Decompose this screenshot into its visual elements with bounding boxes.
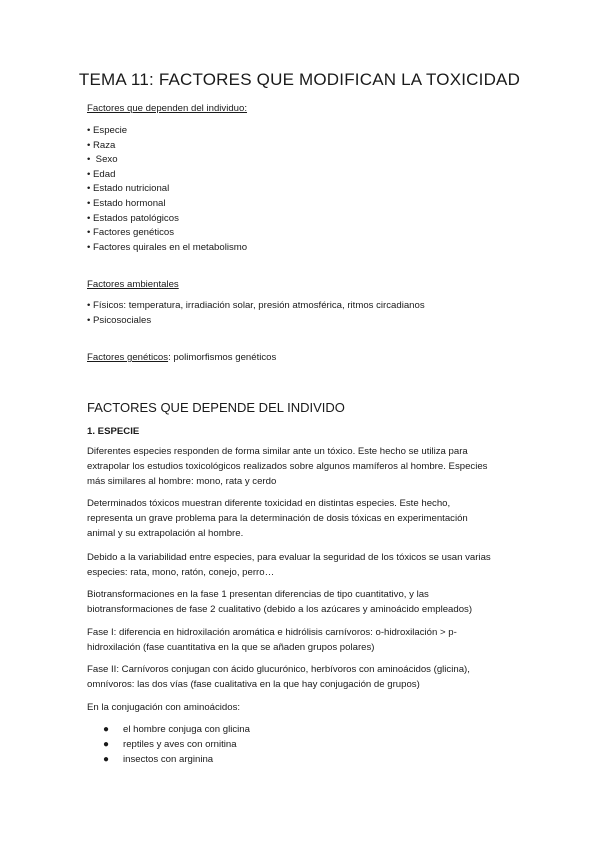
list-item: • Raza <box>87 139 247 154</box>
list-item: • Estado hormonal <box>87 197 247 212</box>
bullet-icon: • <box>87 314 91 326</box>
bullet-icon: • <box>87 300 91 311</box>
bullet-icon: • <box>87 197 91 209</box>
paragraph: Fase I: diferencia en hidroxilación aromática e hidrólisis carnívoros: o-hidroxilación > p- hidroxilación (fase cuantitativa en la que se añaden grupos polares) <box>87 627 457 653</box>
list-item: • Físicos: temperatura, irradiación solar, presión atmosférica, ritmos circadianos <box>87 299 425 314</box>
paragraph: Fase II: Carnívoros conjugan con ácido glucurónico, herbívoros con aminoácidos (glicina), omnívoros: las dos vías (fase cualitativa en la que hay conjugación de grupos) <box>87 664 470 690</box>
bullet-icon: • <box>87 139 91 151</box>
paragraph: Biotransformaciones en la fase 1 presentan diferencias de tipo cuantitativo, y las biotransformaciones de fase 2 cualitativo (debido a los azúcares y aminoácido empleados) <box>87 589 473 615</box>
bullet-icon: • <box>87 154 91 166</box>
bullet-icon: • <box>87 241 91 253</box>
section-title: FACTORES QUE DEPENDE DEL INDIVIDO <box>87 400 345 415</box>
paragraph: Determinados tóxicos muestran diferente toxicidad en distintas especies. Este hecho, representa un grave problema para la determinación de dosis tóxicas en experimentación animal y su extrapolación al hombre. <box>87 498 468 539</box>
list-item: • Sexo <box>87 153 247 168</box>
bullet-icon: • <box>87 125 91 136</box>
list-item: • Estados patológicos <box>87 212 247 227</box>
paragraph: Diferentes especies responden de forma similar ante un tóxico. Este hecho se utiliza para extrapolar los estudios toxicológicos realizados sobre algunos mamíferos al hombre. Especies más similares al hombre: mono, rata y cerdo <box>87 446 488 487</box>
ambient-factors-heading: Factores ambientales <box>87 279 179 290</box>
bullet-icon: • <box>87 212 91 224</box>
bullet-icon: • <box>87 183 91 195</box>
ambient-factors-list <box>87 299 425 328</box>
bullet-icon: ● <box>103 754 110 765</box>
genetic-factors-label: Factores genéticos <box>87 352 169 363</box>
individual-factors-list <box>87 124 247 255</box>
conjugation-list <box>103 722 250 767</box>
list-item: ● el hombre conjuga con glicina <box>103 724 250 735</box>
list-item: • Especie <box>87 124 247 139</box>
individual-factors-heading: Factores que dependen del individuo: <box>87 103 248 114</box>
list-item: ● reptiles y aves con ornitina <box>103 739 237 750</box>
list-item: ● insectos con arginina <box>103 754 214 765</box>
list-item: • Psicosociales <box>87 314 425 329</box>
paragraph: En la conjugación con aminoácidos: <box>87 702 241 713</box>
bullet-icon: ● <box>103 739 110 750</box>
genetic-factors-line <box>87 352 276 363</box>
list-item: • Factores genéticos <box>87 226 247 241</box>
list-item: • Estado nutricional <box>87 182 247 197</box>
bullet-icon: • <box>87 168 91 180</box>
list-item: • Edad <box>87 168 247 183</box>
bullet-icon: • <box>87 227 91 239</box>
subsection-title: 1. ESPECIE <box>87 426 140 437</box>
bullet-icon: ● <box>103 724 110 735</box>
paragraph: Debido a la variabilidad entre especies, para evaluar la seguridad de los tóxicos se usan varias especies: rata, mono, ratón, conejo, perro… <box>87 552 491 578</box>
page-title: TEMA 11: FACTORES QUE MODIFICAN LA TOXICIDAD <box>78 70 521 89</box>
genetic-factors-text: : polimorfismos genéticos <box>168 352 277 363</box>
list-item: • Factores quirales en el metabolismo <box>87 241 247 256</box>
